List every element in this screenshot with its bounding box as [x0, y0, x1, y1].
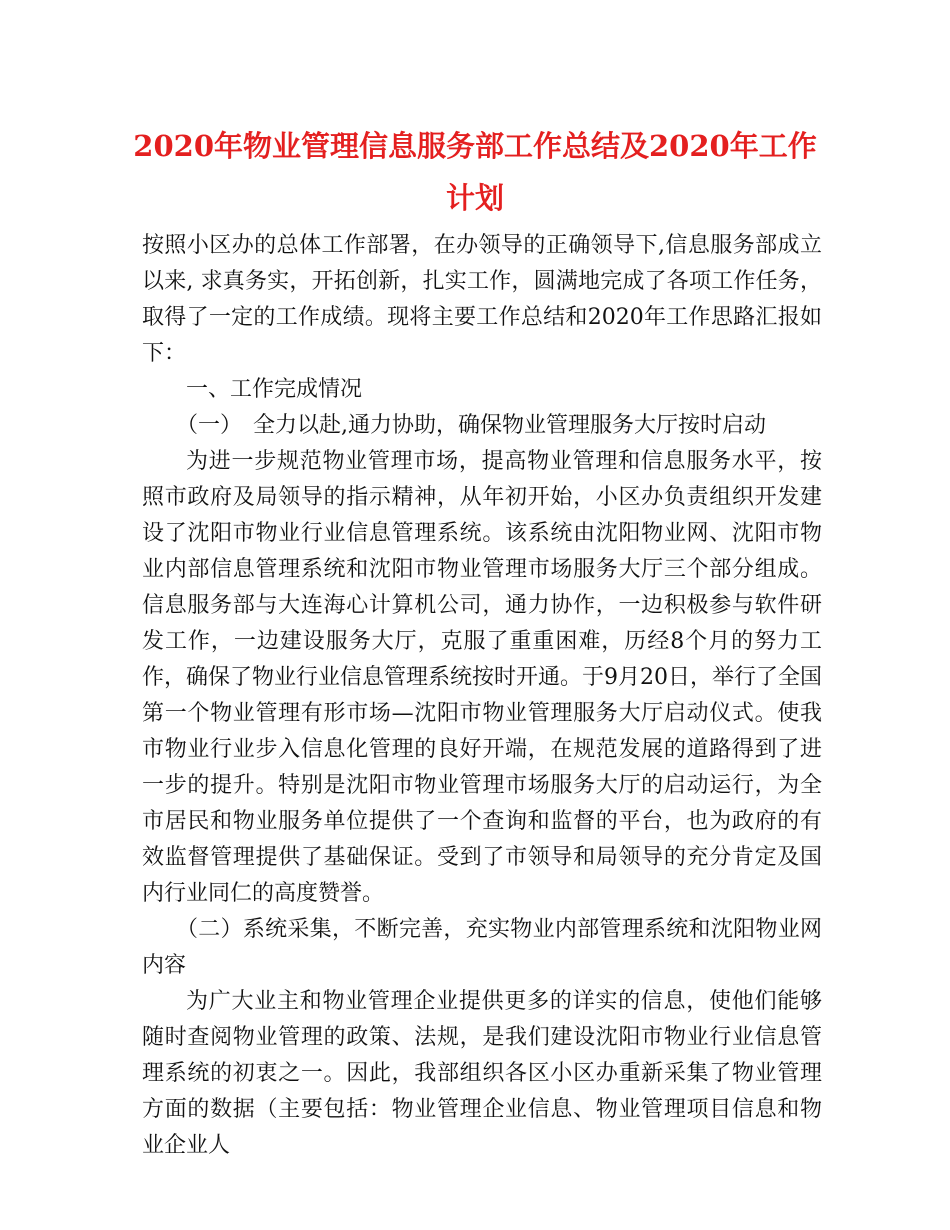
paragraph-service-hall: 为进一步规范物业管理市场，提高物业管理和信息服务水平，按照市政府及局领导的指示精神，从年初开始，小区办负责组织开发建设了沈阳市物业行业信息管理系统。该系统由沈阳物业网、沈阳市物业内部信息管理系统和沈阳市物业管理市场服务大厅三个部分组成。信息服务部与大连海心计算机公司，通力协作，一边积极参与软件研发工作，一边建设服务大厅，克服了重重困难，历经8个月的努力工作，确保了物业行业信息管理系统按时开通。于9月20日，举行了全国第一个物业管理有形市场—沈阳市物业管理服务大厅启动仪式。使我市物业行业步入信息化管理的良好开端，在规范发展的道路得到了进一步的提升。特别是沈阳市物业管理市场服务大厅的启动运行，为全市居民和物业服务单位提供了一个查询和监督的平台，也为政府的有效监督管理提供了基础保证。受到了市领导和局领导的充分肯定及国内行业同仁的高度赞誉。	[142, 449, 822, 906]
document-body	[142, 228, 822, 1164]
document-title: 2020年物业管理信息服务部工作总结及2020年工作计划	[133, 129, 817, 215]
subheading-service-hall: （一） 全力以赴,通力协助，确保物业管理服务大厅按时启动	[176, 413, 766, 438]
paragraph-system-collection: 为广大业主和物业管理企业提供更多的详实的信息，使他们能够随时查阅物业管理的政策、法规，是我们建设沈阳市物业行业信息管理系统的初衷之一。因此，我部组织各区小区办重新采集了物业管理方面的数据（主要包括：物业管理企业信息、物业管理项目信息和物业企业人	[142, 989, 822, 1158]
section-heading-work-completion: 一、工作完成情况	[186, 377, 363, 402]
intro-paragraph: 按照小区办的总体工作部署，在办领导的正确领导下,信息服务部成立以来, 求真务实，开拓创新，扎实工作，圆满地完成了各项工作任务，取得了一定的工作成绩。现将主要工作总结和2020年工作思路汇报如下：	[142, 233, 822, 366]
subheading-system-collection: （二）系统采集，不断完善，充实物业内部管理系统和沈阳物业网内容	[142, 917, 822, 978]
